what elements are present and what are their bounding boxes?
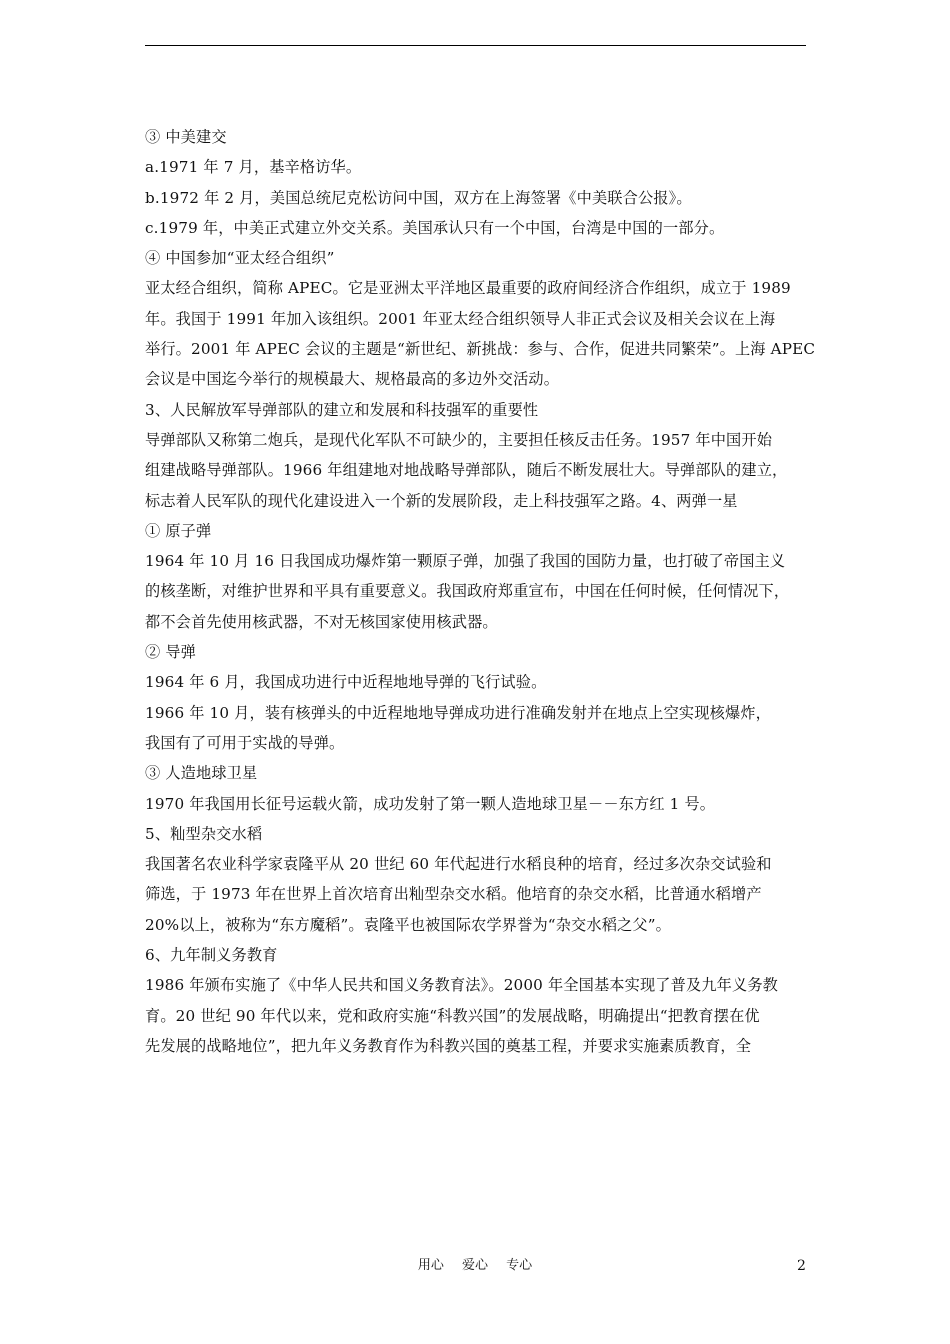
text-line: ① 原子弹 xyxy=(145,521,212,540)
text-line: 我国有了可用于实战的导弹。 xyxy=(145,733,345,752)
footer-motto: 用心 爱心 专心 xyxy=(417,1258,533,1273)
text-line: b.1972 年 2 月，美国总统尼克松访问中国，双方在上海签署《中美联合公报》。 xyxy=(145,188,692,207)
text-line: 亚太经合组织，简称 APEC。它是亚洲太平洋地区最重要的政府间经济合作组织，成立于 1989 xyxy=(145,279,791,298)
text-line: 筛选，于 1973 年在世界上首次培育出籼型杂交水稻。他培育的杂交水稻，比普通水稻增产 xyxy=(145,885,762,904)
text-line: 我国著名农业科学家袁隆平从 20 世纪 60 年代起进行水稻良种的培育，经过多次杂交试验和 xyxy=(145,855,772,874)
text-line: 的核垄断，对维护世界和平具有重要意义。我国政府郑重宣布，中国在任何时候，任何情况下， xyxy=(145,582,790,601)
text-line: 5、籼型杂交水稻 xyxy=(145,824,263,843)
text-line: 20%以上，被称为“东方魔稻”。袁隆平也被国际农学界誉为“杂交水稻之父”。 xyxy=(145,915,671,934)
text-line: 6、九年制义务教育 xyxy=(145,946,278,965)
text-line: ③ 人造地球卫星 xyxy=(145,764,258,783)
page-footer xyxy=(0,1255,950,1277)
text-line: ② 导弹 xyxy=(145,643,196,662)
text-line: 先发展的战略地位”，把九年义务教育作为科教兴国的奠基工程，并要求实施素质教育，全 xyxy=(145,1036,752,1055)
text-line: ④ 中国参加“亚太经合组织” xyxy=(145,249,335,268)
text-line: 1964 年 10 月 16 日我国成功爆炸第一颗原子弹，加强了我国的国防力量，也打破了帝国主义 xyxy=(145,552,786,571)
text-line: 举行。2001 年 APEC 会议的主题是“新世纪、新挑战：参与、合作，促进共同繁荣”。上海 APEC xyxy=(145,340,816,359)
text-line: 会议是中国迄今举行的规模最大、规格最高的多边外交活动。 xyxy=(145,370,560,389)
text-line: 1964 年 6 月，我国成功进行中近程地地导弹的飞行试验。 xyxy=(145,673,547,692)
header-rule xyxy=(145,45,806,46)
text-line: c.1979 年，中美正式建立外交关系。美国承认只有一个中国，台湾是中国的一部分。 xyxy=(145,218,725,237)
text-line: 年。我国于 1991 年加入该组织。2001 年亚太经合组织领导人非正式会议及相关会议在上海 xyxy=(145,309,776,328)
text-line: 3、人民解放军导弹部队的建立和发展和科技强军的重要性 xyxy=(145,400,539,419)
text-line: 1966 年 10 月，装有核弹头的中近程地地导弹成功进行准确发射并在地点上空实现核爆炸， xyxy=(145,703,771,722)
page-body xyxy=(145,122,816,1061)
text-line: ③ 中美建交 xyxy=(145,128,227,146)
text-line: 育。20 世纪 90 年代以来，党和政府实施“科教兴国”的发展战略，明确提出“把教育摆在优 xyxy=(145,1006,760,1025)
text-line: 都不会首先使用核武器，不对无核国家使用核武器。 xyxy=(145,612,498,631)
text-line: 1986 年颁布实施了《中华人民共和国义务教育法》。2000 年全国基本实现了普及九年义务教 xyxy=(145,976,779,995)
text-line: 标志着人民军队的现代化建设进入一个新的发展阶段，走上科技强军之路。4、两弹一星 xyxy=(145,491,738,510)
text-line: a.1971 年 7 月，基辛格访华。 xyxy=(145,158,362,177)
text-line: 导弹部队又称第二炮兵，是现代化军队不可缺少的，主要担任核反击任务。1957 年中国开始 xyxy=(145,430,773,449)
text-line: 1970 年我国用长征号运载火箭，成功发射了第一颗人造地球卫星－－东方红 1 号。 xyxy=(145,794,716,813)
page-number: 2 xyxy=(797,1258,806,1274)
text-line: 组建战略导弹部队。1966 年组建地对地战略导弹部队，随后不断发展壮大。导弹部队的建立， xyxy=(145,461,788,480)
